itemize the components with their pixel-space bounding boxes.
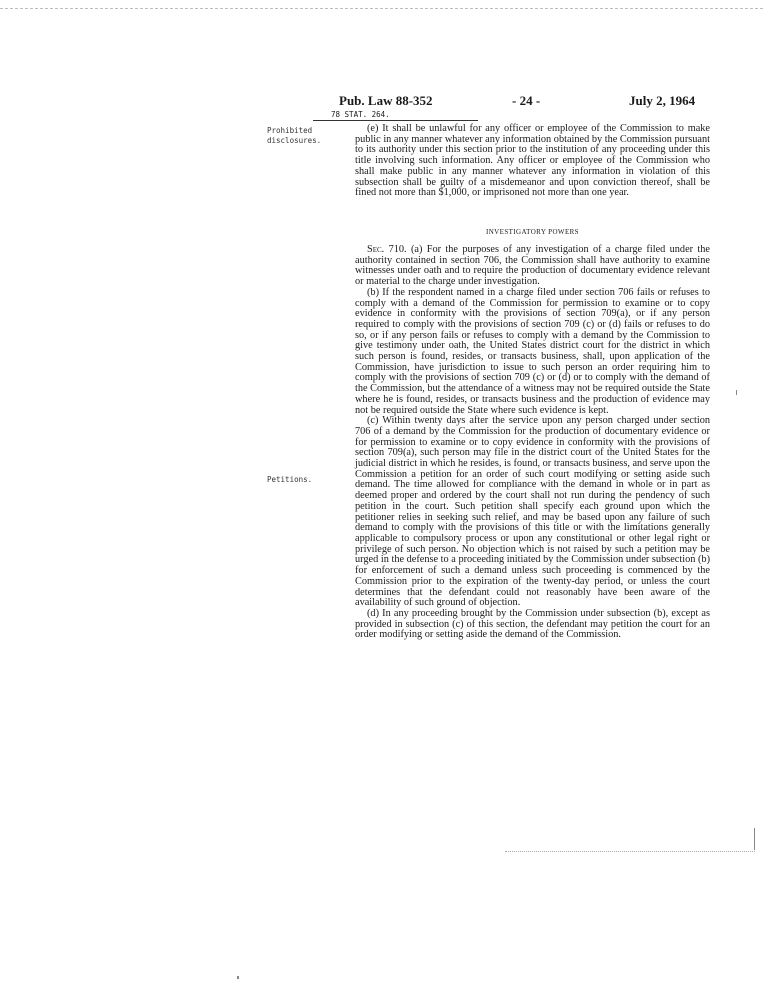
scan-artifact-mark bbox=[237, 976, 239, 979]
page-number: - 24 - bbox=[512, 93, 541, 108]
scan-artifact-mark bbox=[736, 390, 737, 395]
scan-artifact-mark bbox=[754, 828, 755, 850]
enactment-date: July 2, 1964 bbox=[629, 93, 696, 108]
scan-top-border bbox=[0, 8, 763, 9]
section-710-b-paragraph: (b) If the respondent named in a charge filed under section 706 fails or refuses to comply with a demand of the Commission for permission to examine or to copy evidence in conformity with the provisions of section 709(a), or if any person required to comply with the provisions of section 709 (c) or (d) fails or refuses to do so, or if any person fails or refuses to comply with a demand by the Commission to give testimony under oath, the United States district court for the district in which such person is found, resides, or transacts business, shall, upon application of the Commission, have jurisdiction to issue to such person an order requiring him to comply with the provisions of section 709 (c) or (d) or to comply with the demand of the Commission, but the attendance of a witness may not be required outside the State where he is found, resides, or transacts business and the production of evidence may not be required outside the State where such evidence is kept. bbox=[355, 286, 710, 416]
section-710-a-paragraph bbox=[355, 245, 710, 288]
stat-citation: 78 STAT. 264. bbox=[313, 110, 478, 121]
scan-artifact-line bbox=[505, 851, 755, 852]
section-710-c-paragraph: (c) Within twenty days after the service upon any person charged under section 706 of a demand by the Commission for the production of documentary evidence or for permission to examine or to copy evidence in conformity with the provisions of section 709(a), such person may file in the district court of the United States for the judicial district in which he resides, is found, or transacts business, and serve upon the Commission a petition for an order of such court modifying or setting aside such demand. The time allowed for compliance with the demand in whole or in part as deemed proper and ordered by the court shall not run during the pendency of such petition in the court. Such petition shall specify each ground upon which the petitioner relies in seeking such relief, and may be based upon any failure of such demand to comply with the provisions of this title or with the limitations generally applicable to compulsory process or upon any constitutional or other legal right or privilege of such person. No objection which is not raised by such a petition may be urged in the defense to a proceeding initiated by the Commission under subsection (b) for enforcement of such a demand unless such proceeding is commenced by the Commission prior to the expiration of the twenty-day period, or unless the court determines that the defendant could not reasonably have been aware of the availability of such ground of objection. bbox=[355, 415, 710, 609]
public-law-number: Pub. Law 88-352 bbox=[339, 93, 433, 108]
margin-note-petitions: Petitions. bbox=[267, 475, 313, 484]
section-710-text bbox=[355, 245, 710, 641]
section-e-paragraph: (e) It shall be unlawful for any officer or employee of the Commission to make public in any manner whatever any information obtained by the Commission pursuant to its authority under this section prior to the institution of any proceeding under this title involving such information. Any officer or employee of the Commission who shall make public in any manner whatever any information in violation of this subsection shall be guilty of a misdemeanor and upon conviction thereof, shall be fined not more than $1,000, or imprisoned not more than one year. bbox=[355, 123, 710, 199]
section-e-text bbox=[355, 124, 710, 199]
section-number: Sec. 710. bbox=[367, 244, 407, 255]
section-heading-investigatory-powers: INVESTIGATORY POWERS bbox=[486, 228, 579, 236]
section-a-text: (a) For the purposes of any investigation of a charge filed under the authority contained in section 706, the Commission shall have authority to examine witnesses under oath and to require the production of documentary evidence relevant or material to the charge under investigation. bbox=[355, 244, 711, 288]
margin-note-prohibited-disclosures: Prohibited disclosures. bbox=[267, 126, 322, 145]
section-710-d-paragraph: (d) In any proceeding brought by the Commission under subsection (b), except as provided in subsection (c) of this section, the defendant may petition the court for an order modifying or setting aside the demand of the Commission. bbox=[355, 607, 710, 641]
